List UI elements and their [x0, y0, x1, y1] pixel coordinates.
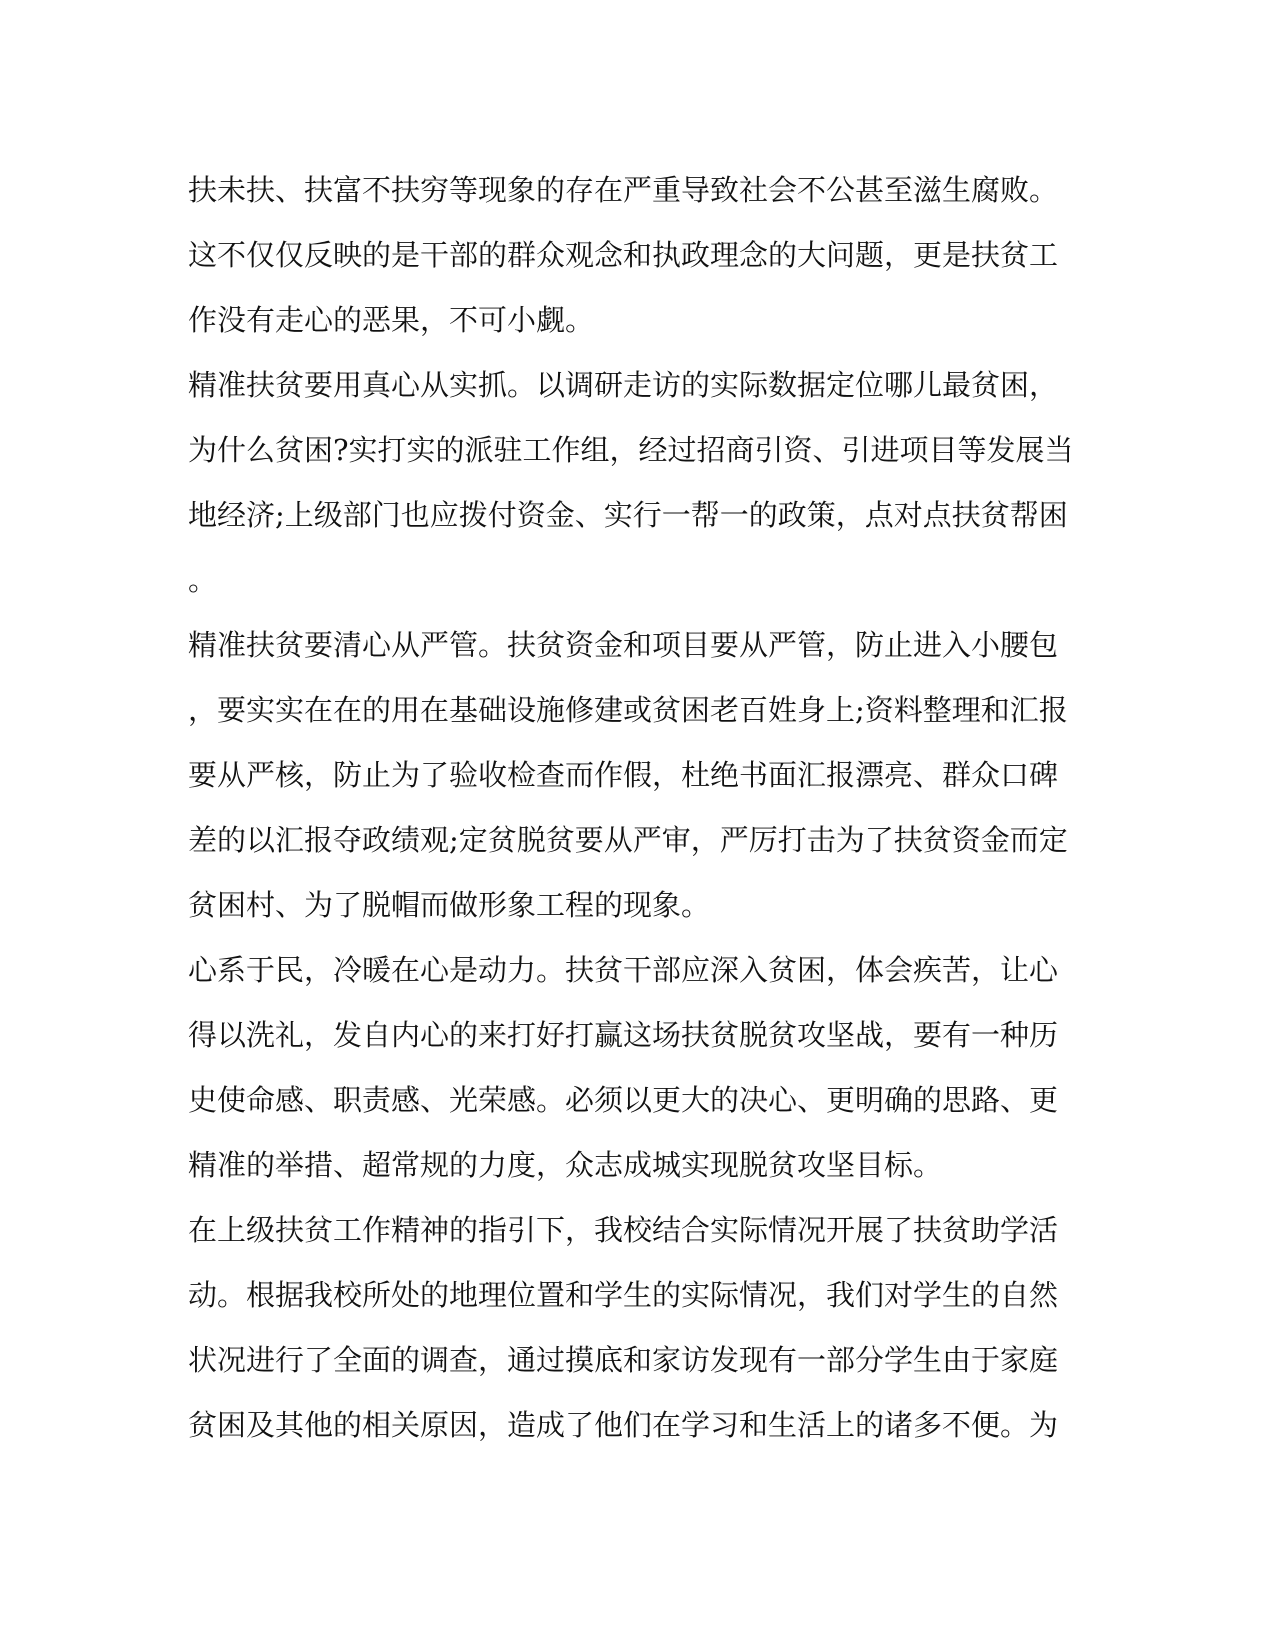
text-line: 史使命感、职责感、光荣感。必须以更大的决心、更明确的思路、更 [188, 1083, 1059, 1117]
text-line: 精准扶贫要清心从严管。扶贫资金和项目要从严管，防止进入小腰包 [188, 628, 1059, 662]
text-line: 贫困及其他的相关原因，造成了他们在学习和生活上的诸多不便。为 [188, 1408, 1059, 1442]
text-line: 在上级扶贫工作精神的指引下，我校结合实际情况开展了扶贫助学活 [188, 1213, 1059, 1247]
text-line: 动。根据我校所处的地理位置和学生的实际情况，我们对学生的自然 [188, 1278, 1059, 1312]
text-line: 精准的举措、超常规的力度，众志成城实现脱贫攻坚目标。 [188, 1148, 943, 1182]
text-line: 为什么贫困?实打实的派驻工作组，经过招商引资、引进项目等发展当 [188, 433, 1074, 467]
text-line: 这不仅仅反映的是干部的群众观念和执政理念的大问题，更是扶贫工 [188, 238, 1059, 272]
text-line: ，要实实在在的用在基础设施修建或贫困老百姓身上;资料整理和汇报 [188, 693, 1068, 727]
text-line: 要从严核，防止为了验收检查而作假，杜绝书面汇报漂亮、群众口碑 [188, 758, 1059, 792]
text-line: 精准扶贫要用真心从实抓。以调研走访的实际数据定位哪儿最贫困， [188, 368, 1059, 402]
text-line: 贫困村、为了脱帽而做形象工程的现象。 [188, 888, 711, 922]
text-line: 作没有走心的恶果，不可小觑。 [188, 303, 595, 337]
text-line: 扶未扶、扶富不扶穷等现象的存在严重导致社会不公甚至滋生腐败。 [188, 173, 1059, 207]
text-line: 心系于民，冷暖在心是动力。扶贫干部应深入贫困，体会疾苦，让心 [188, 953, 1059, 987]
text-line: 得以洗礼，发自内心的来打好打赢这场扶贫脱贫攻坚战，要有一种历 [188, 1018, 1059, 1052]
text-line: 差的以汇报夺政绩观;定贫脱贫要从严审，严厉打击为了扶贫资金而定 [188, 823, 1068, 857]
text-line: 状况进行了全面的调查，通过摸底和家访发现有一部分学生由于家庭 [188, 1343, 1059, 1377]
document-body [188, 166, 1088, 1466]
text-line: 地经济;上级部门也应拨付资金、实行一帮一的政策，点对点扶贫帮困 [188, 498, 1068, 532]
text-line: 。 [188, 563, 218, 597]
